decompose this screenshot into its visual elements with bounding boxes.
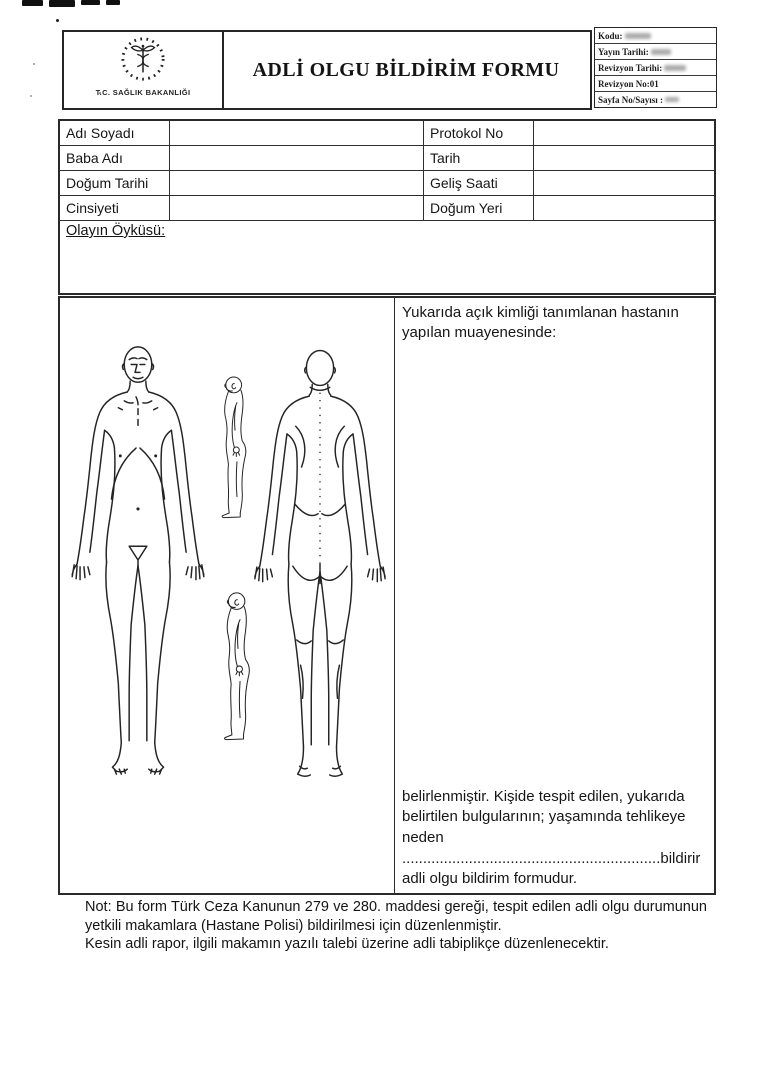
field-value-baba-adi[interactable] <box>170 146 424 170</box>
field-value-protokol-no[interactable] <box>534 121 714 145</box>
body-figure-side-lower-icon[interactable] <box>214 560 262 776</box>
scan-artifact <box>49 0 75 7</box>
meta-row-page-no: Sayfa No/Sayısı : <box>595 92 716 107</box>
document-meta-box <box>594 27 717 108</box>
illegible-ink <box>625 33 651 39</box>
meta-row-code: Kodu: <box>595 28 716 44</box>
scan-artifact <box>81 0 100 5</box>
ministry-of-health-logo-icon <box>120 36 166 87</box>
scan-artifact <box>56 19 59 22</box>
header-logo-cell <box>62 30 224 110</box>
field-label-baba-adi: Baba Adı <box>60 146 170 170</box>
body-diagram-area[interactable] <box>60 298 394 893</box>
field-value-tarih[interactable] <box>534 146 714 170</box>
meta-row-revision-no: Revizyon No:01 <box>595 76 716 92</box>
field-value-dogum-tarihi[interactable] <box>170 171 424 195</box>
table-row <box>60 146 714 171</box>
examination-closing-text: belirlenmiştir. Kişide tespit edilen, yukarıda belirtilen bulgularının; yaşamında tehlikeye neden ..............................................................bildirir adli olgu bildirim formudur. <box>402 787 701 888</box>
footnote-line-2: Kesin adli rapor, ilgili makamın yazılı talebi üzerine adli tabiplikçe düzenlenecektir. <box>85 936 609 953</box>
scan-artifact <box>30 95 32 97</box>
examination-intro-text: Yukarıda açık kimliği tanımlanan hastanın yapılan muayenesinde: <box>402 304 679 342</box>
examination-text-area <box>394 298 714 893</box>
scan-artifact <box>106 0 120 5</box>
body-figure-back-icon[interactable] <box>252 338 388 804</box>
body-figure-front-icon[interactable] <box>68 338 208 780</box>
meta-row-publish-date: Yayın Tarihi: <box>595 44 716 60</box>
meta-row-revision-date: Revizyon Tarihi: <box>595 60 716 76</box>
footnote <box>85 898 707 954</box>
field-value-gelis-saati[interactable] <box>534 171 714 195</box>
illegible-ink <box>651 49 671 55</box>
scan-artifact <box>22 0 43 6</box>
footnote-line-1: Not: Bu form Türk Ceza Kanunun 279 ve 280. maddesi gereği, tespit edilen adli olgu durumunun yetkili makamlara (Hastane Polisi) bildirilmesi için düzenlenmiştir. <box>85 899 707 934</box>
incident-history-input-area[interactable] <box>60 239 714 293</box>
field-value-cinsiyeti[interactable] <box>170 196 424 220</box>
illegible-ink <box>664 65 686 71</box>
field-label-tarih: Tarih <box>424 146 534 170</box>
field-label-adi-soyadi: Adı Soyadı <box>60 121 170 145</box>
field-value-adi-soyadi[interactable] <box>170 121 424 145</box>
examination-section <box>58 296 716 895</box>
incident-history-label: Olayın Öyküsü: <box>66 223 166 239</box>
field-label-cinsiyeti: Cinsiyeti <box>60 196 170 220</box>
table-row <box>60 171 714 196</box>
form-title: ADLİ OLGU BİLDİRİM FORMU <box>252 58 560 81</box>
table-row <box>60 121 714 146</box>
patient-info-table <box>58 119 716 295</box>
field-label-dogum-yeri: Doğum Yeri <box>424 196 534 220</box>
scan-artifact <box>33 63 35 65</box>
field-label-protokol-no: Protokol No <box>424 121 534 145</box>
header-title-cell <box>222 30 592 110</box>
illegible-ink <box>665 97 679 102</box>
field-label-gelis-saati: Geliş Saati <box>424 171 534 195</box>
field-label-dogum-tarihi: Doğum Tarihi <box>60 171 170 195</box>
field-value-dogum-yeri[interactable] <box>534 196 714 220</box>
table-row <box>60 196 714 221</box>
ministry-label: T.C. SAĞLIK BAKANLIĞI <box>95 88 191 97</box>
